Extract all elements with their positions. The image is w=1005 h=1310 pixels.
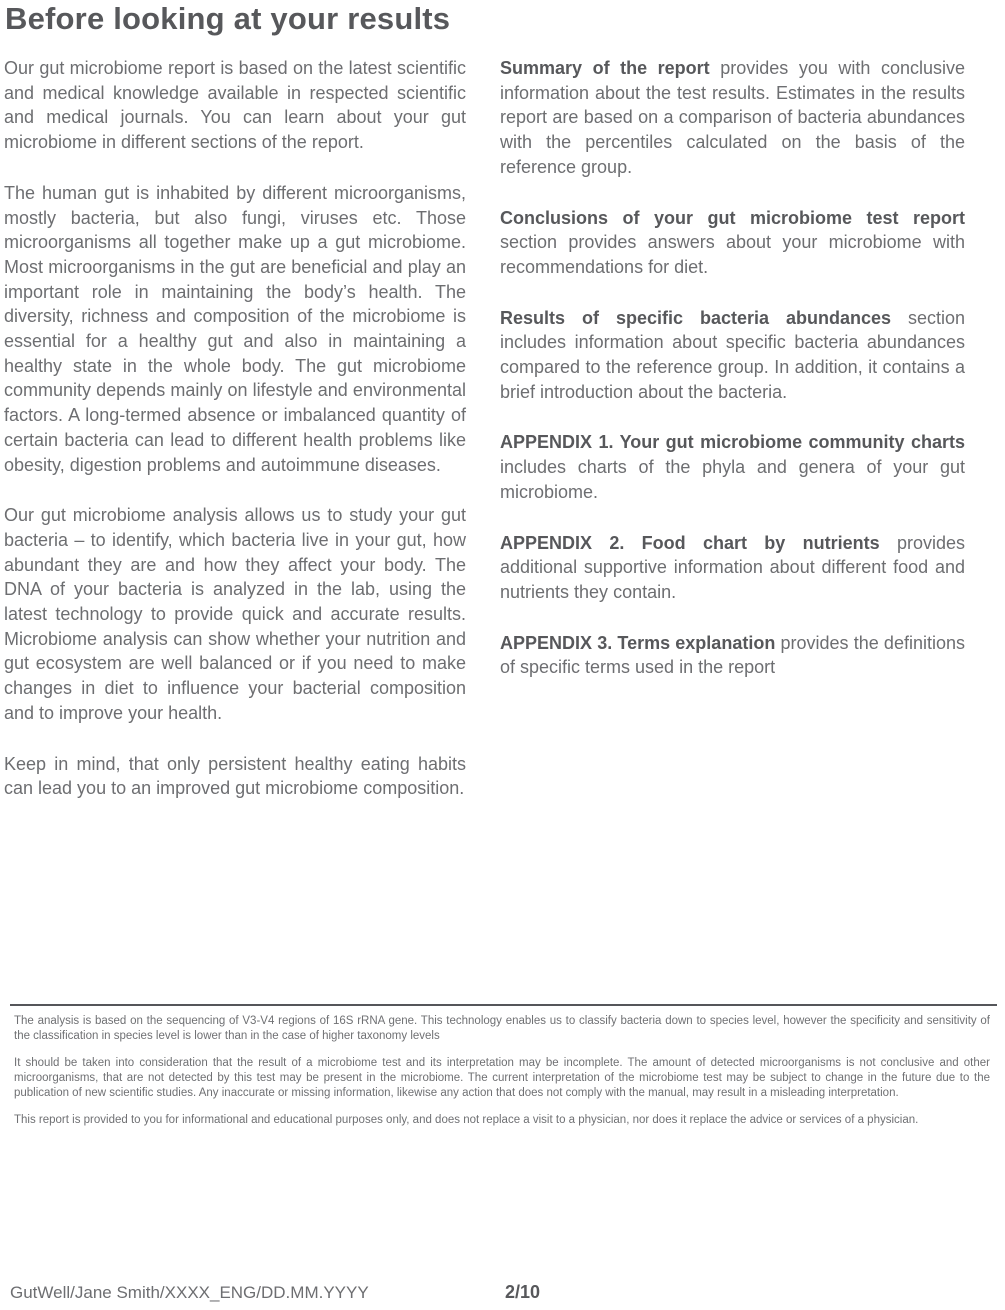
two-column-layout: [0, 56, 1005, 801]
intro-paragraph-2: The human gut is inhabited by different microorganisms, mostly bacteria, but also fungi, viruses etc. Those microorganisms all together make up a gut microbiome. Most microorganisms in the gut are beneficial and play an important role in maintaining the body’s health. The diversity, richness and composition of the microbiome is essential for a healthy gut and also in maintaining a healthy state in the whole body. The gut microbiome community depends mainly on lifestyle and environmental factors. A long-termed absence or imbalanced quantity of certain bacteria can lead to different health problems like obesity, digestion problems and autoimmune diseases.: [4, 182, 466, 475]
section-appendix-2: [500, 531, 965, 605]
section-appendix-3-text: provides the definitions of specific terms used in the report: [500, 632, 965, 678]
section-appendix-1: [500, 430, 965, 504]
section-conclusions-text: section provides answers about your microbiome with recommendations for diet.: [500, 232, 965, 277]
section-conclusions-title: Conclusions of your gut microbiome test report: [500, 207, 965, 228]
section-results-title: Results of specific bacteria abundances: [500, 307, 891, 328]
section-summary: [500, 56, 965, 180]
section-appendix-2-text: provides additional supportive information about different food and nutrients they contain.: [500, 532, 965, 602]
intro-paragraph-1: Our gut microbiome report is based on the latest scientific and medical knowledge available in respected scientific and medical journals. You can learn about your gut microbiome in different sections of the report.: [4, 58, 466, 153]
footnote-medical-disclaimer: This report is provided to you for informational and educational purposes only, and does not replace a visit to a physician, nor does it replace the advice or services of a physician.: [14, 1114, 919, 1126]
section-summary-title: Summary of the report: [500, 58, 710, 78]
page-title: Before looking at your results: [5, 1, 451, 36]
section-results-text: section includes information about specific bacteria abundances compared to the reference group. In addition, it contains a brief introduction about the bacteria.: [500, 307, 965, 402]
section-appendix-3: [500, 631, 965, 680]
disclaimer-block: [10, 1004, 997, 1140]
intro-paragraph-4: Keep in mind, that only persistent healthy eating habits can lead you to an improved gut microbiome composition.: [4, 753, 466, 799]
section-appendix-2-title: APPENDIX 2. Food chart by nutrients: [500, 532, 880, 553]
section-appendix-3-title: APPENDIX 3. Terms explanation: [500, 632, 776, 653]
section-appendix-1-title: APPENDIX 1. Your gut microbiome community charts: [500, 432, 965, 453]
section-results: [500, 306, 965, 405]
intro-paragraph-3: Our gut microbiome analysis allows us to study your gut bacteria – to identify, which bacteria live in your gut, how abundant they are and how they affect your body. The DNA of your bacteria is analyzed in the lab, using the latest technology to provide quick and accurate results. Microbiome analysis can show whether your nutrition and gut ecosystem are well balanced or if you need to make changes in diet to influence your bacterial composition and to improve your health.: [4, 505, 466, 723]
footnote-divider: [10, 1004, 997, 1006]
footnote-interpretation: It should be taken into consideration that the result of a microbiome test and its interpretation may be incomplete. The amount of detected microorganisms is not conclusive and other microorganisms, that are not detected by this test may be present in the microbiome. The current interpretation of the microbiome test may be subject to change in the future due to the publication of new scientific studies. Any inaccurate or missing information, likewise any action that does not comply with the manual, may result in a misleading interpretation.: [14, 1057, 990, 1099]
intro-column: [4, 56, 466, 801]
page-number: 2/10: [505, 1282, 541, 1302]
section-conclusions: [500, 206, 965, 280]
sections-column: [500, 56, 965, 801]
section-appendix-1-text: includes charts of the phyla and genera of your gut microbiome.: [500, 457, 965, 502]
footnote-sequencing: The analysis is based on the sequencing of V3-V4 regions of 16S rRNA gene. This technology enables us to classify bacteria down to species level, however the specificity and sensitivity of the classification in species level is lower than in the case of higher taxonomy levels: [14, 1015, 990, 1042]
section-summary-text: provides you with conclusive information about the test results. Estimates in the results report are based on a comparison of bacteria abundances with the percentiles calculated on the basis of the reference group.: [500, 58, 965, 177]
page-footer: [0, 1283, 1005, 1307]
document-reference: GutWell/Jane Smith/XXXX_ENG/DD.MM.YYYY: [10, 1283, 369, 1302]
